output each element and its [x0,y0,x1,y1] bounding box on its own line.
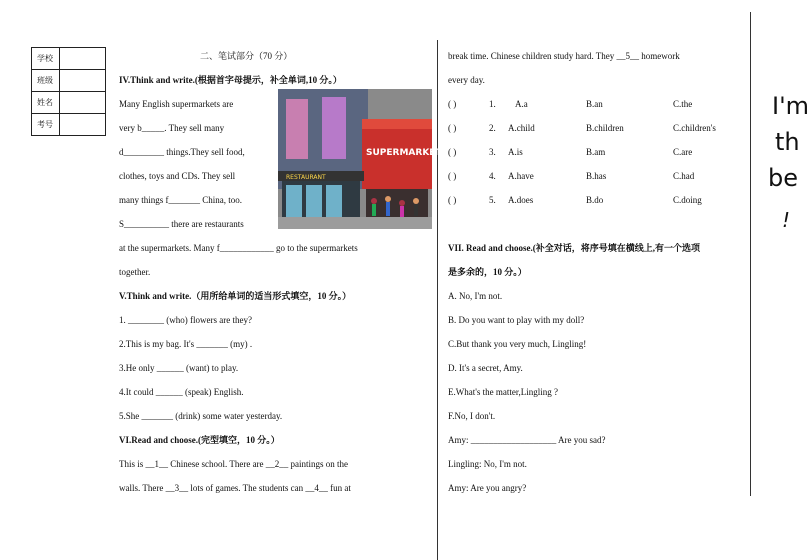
restaurant-sign: RESTAURANT [286,174,326,181]
info-label-number: 考号 [32,114,60,136]
s4-line: S__________ there are restaurants [119,219,244,229]
s7-choice: D. It's a secret, Amy. [448,363,523,373]
s5-line: 5.She _______ (drink) some water yesterday. [119,411,283,421]
option-b: B.am [586,147,606,157]
s4-line: Many English supermarkets are [119,99,234,109]
s4-heading: IV.Think and write.(根据首字母提示，补全单词,10 分。） [119,75,342,85]
s4-line: d_________ things.They sell food, [119,147,245,157]
s7-heading: VII. Read and choose.(补全对话，将序号填在横线上,有一个选项 [448,243,701,253]
option-a: A.child [508,123,535,133]
info-label-name: 姓名 [32,92,60,114]
cutoff-text: be [768,164,798,192]
column-divider [437,40,438,560]
s4-line: very b_____. They sell many [119,123,225,133]
s5-line: 3.He only ______ (want) to play. [119,363,239,373]
cutoff-text: ! [782,208,791,232]
answer-paren[interactable]: ( ) [448,123,457,133]
answer-paren[interactable]: ( ) [448,99,457,109]
section-title: 二、笔试部分（70 分） [200,51,293,61]
s7-heading-cont: 是多余的，10 分。） [448,267,527,277]
s5-line: 4.It could ______ (speak) English. [119,387,244,397]
info-blank[interactable] [60,70,106,92]
student-info-table [31,47,106,136]
option-num: 5. [489,195,496,205]
answer-paren[interactable]: ( ) [448,171,457,181]
dialog-line: Amy: Are you angry? [448,483,527,493]
rc-line: break time. Chinese children study hard. They __5__ homework [448,51,680,61]
answer-paren[interactable]: ( ) [448,195,457,205]
option-c: C.doing [673,195,702,205]
info-blank[interactable] [60,48,106,70]
option-a: A.a [515,99,528,109]
s4-line: many things f_______ China, too. [119,195,242,205]
s5-heading: V.Think and write.（用所给单词的适当形式填空，10 分。） [119,291,352,301]
answer-paren[interactable]: ( ) [448,147,457,157]
info-blank[interactable] [60,92,106,114]
option-num: 4. [489,171,496,181]
option-b: B.an [586,99,603,109]
s7-choice: F.No, I don't. [448,411,496,421]
supermarket-drawing [278,89,442,229]
option-num: 2. [489,123,496,133]
option-a: A.have [508,171,534,181]
s4-line: at the supermarkets. Many f____________ go to the supermarkets [119,243,358,253]
s6-heading: VI.Read and choose.(完型填空，10 分。） [119,435,280,445]
option-a: A.is [508,147,523,157]
cutoff-text: I'm [772,92,809,120]
option-a: A.does [508,195,534,205]
s4-line: together. [119,267,151,277]
s5-line: 2.This is my bag. It's _______ (my) . [119,339,253,349]
option-b: B.has [586,171,607,181]
rc-line: every day. [448,75,485,85]
supermarket-illustration [278,89,442,229]
option-num: 3. [489,147,496,157]
s4-line: clothes, toys and CDs. They sell [119,171,236,181]
info-label-class: 班级 [32,70,60,92]
s6-line: walls. There __3__ lots of games. The students can __4__ fun at [119,483,351,493]
s7-choice: B. Do you want to play with my doll? [448,315,585,325]
option-c: C.the [673,99,693,109]
dialog-line: Amy: ___________________ Are you sad? [448,435,606,445]
s7-choice: A. No, I'm not. [448,291,503,301]
option-c: C.are [673,147,693,157]
option-c: C.had [673,171,695,181]
s6-line: This is __1__ Chinese school. There are __2__ paintings on the [119,459,349,469]
option-b: B.do [586,195,604,205]
info-blank[interactable] [60,114,106,136]
page-edge-line [750,12,751,496]
option-c: C.children's [673,123,716,133]
option-b: B.children [586,123,624,133]
s7-choice: E.What's the matter,Lingling ? [448,387,558,397]
supermarket-sign: SUPERMARKET [366,148,442,158]
s5-line: 1. ________ (who) flowers are they? [119,315,252,325]
info-label-school: 学校 [32,48,60,70]
cutoff-text: th [775,128,800,156]
option-num: 1. [489,99,496,109]
s7-choice: C.But thank you very much, Lingling! [448,339,587,349]
dialog-line: Lingling: No, I'm not. [448,459,527,469]
